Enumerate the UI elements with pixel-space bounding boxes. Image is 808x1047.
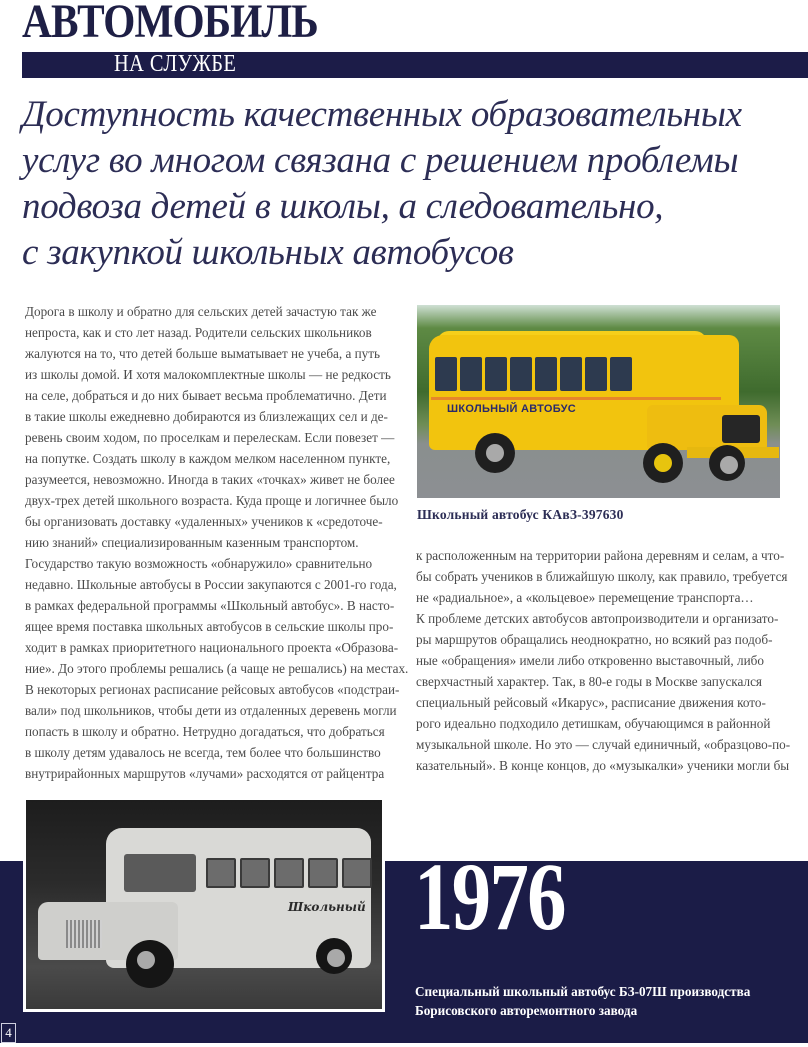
year-caption-line: Специальный школьный автобус БЗ-07Ш производства [415,984,751,999]
bus-stripe [431,397,721,400]
year-heading: 1976 [414,843,565,950]
body-line: на попутке. Создать школу в каждом мелком населенном пункте, [25,451,391,466]
headline [22,92,802,276]
masthead-band [22,52,808,78]
bus-wheel [126,940,174,988]
body-line: на селе, добраться и до них бывает весьма проблематично. Дети [25,388,387,403]
body-line: разумеется, невозможно. Иногда в таких «точках» живет не более [25,472,395,487]
bus-wheel [316,938,352,974]
body-line: казательный». В конце концов, до «музыкалки» ученики могли бы [416,758,790,773]
photo-bw-school-bus [23,797,385,1012]
bus-lettering: Школьный [288,900,366,914]
body-line: сверхчастный характер. Так, в 80-е годы в Москве запускался [416,674,762,689]
body-column-right [416,545,791,776]
bus-wheel [709,445,745,481]
body-line: не «радиальное», а «кольцевое» перемещение транспорта… [416,590,754,605]
body-line: ревень своим ходом, по проселкам и перелескам. Если повезет — [25,430,395,445]
headline-line: подвоза детей в школы, а следовательно, [22,186,664,227]
body-line: в школу детям удавалось не всегда, тем более что большинство [25,745,381,760]
bus-wheel [475,433,515,473]
masthead-title: АВТОМОБИЛЬ [22,0,318,48]
body-line: недавно. Школьные автобусы в России закупаются с 2001-го года, [25,577,397,592]
masthead-subtitle: НА СЛУЖБЕ [114,51,237,77]
bus-windshield [124,854,196,892]
photo-yellow-school-bus [417,305,780,498]
body-column-left [25,301,409,784]
body-line: двух-трех детей школьного возраста. Куда проще и логичнее было [25,493,399,508]
body-line: ящее время поставка школьных автобусов в сельские школы про- [25,619,394,634]
body-line: специальный рейсовый «Икарус», расписание движения кото- [416,695,766,710]
page-number: 4 [1,1023,16,1043]
body-line: внутрирайонных маршрутов «лучами» расходятся от райцентра [25,766,385,781]
photo-caption: Школьный автобус КАвЗ-397630 [417,507,624,522]
body-line: вали» под школьников, чтобы дети из отдаленных деревень могли [25,703,397,718]
year-caption [415,982,750,1020]
headline-line: Доступность качественных образовательных [22,94,742,135]
headline-line: услуг во многом связана с решением проблемы [22,140,739,181]
year-caption-line: Борисовского авторемонтного завода [415,1003,638,1018]
body-line: музыкальной школе. Но это — случай единичный, «образцово-по- [416,737,791,752]
bus-grille [66,920,102,948]
body-line: ние». До этого проблемы решались (а чаще не решались) на местах. [25,661,409,676]
body-line: рого идеально подходило детишкам, обучающимся в районной [416,716,771,731]
body-line: жалуются на то, что детей больше выматывает не учеба, а путь [25,346,381,361]
body-line: в рамках федеральной программы «Школьный автобус». В насто- [25,598,395,613]
body-line: ные «обращения» имели либо откровенно выставочный, либо [416,653,764,668]
body-line: бы организовать доставку «удаленных» учеников к «средоточе- [25,514,383,529]
bus-wheel [643,443,683,483]
body-line: Дорога в школу и обратно для сельских детей зачастую так же [25,304,377,319]
body-line: в такие школы ежедневно добираются из близлежащих сел и де- [25,409,388,424]
body-line: нию знаний» специализированным казенным транспортом. [25,535,359,550]
body-line: ры маршрутов обращались неоднократно, но всякий раз подоб- [416,632,773,647]
body-line: бы собрать учеников в ближайшую школу, как правило, требуется [416,569,788,584]
body-line: попасть в школу и обратно. Нетрудно догадаться, что добраться [25,724,385,739]
body-line: В некоторых регионах расписание рейсовых автобусов «подстраи- [25,682,400,697]
bus-lettering: ШКОЛЬНЫЙ АВТОБУС [447,403,577,415]
body-line: Государство такую возможность «обнаружило» сравнительно [25,556,373,571]
bus-windows [435,357,632,391]
bus-grille [722,415,760,443]
body-line: ходит в рамках приоритетного национального проекта «Образова- [25,640,399,655]
bus-windows [206,858,372,888]
body-line: непроста, как и сто лет назад. Родители сельских школьников [25,325,372,340]
body-line: К проблеме детских автобусов автопроизводители и организато- [416,611,779,626]
headline-line: с закупкой школьных автобусов [22,232,514,273]
body-line: к расположенным на территории района деревням и селам, а что- [416,548,785,563]
body-line: из школы домой. И хотя малокомплектные школы — не редкость [25,367,391,382]
